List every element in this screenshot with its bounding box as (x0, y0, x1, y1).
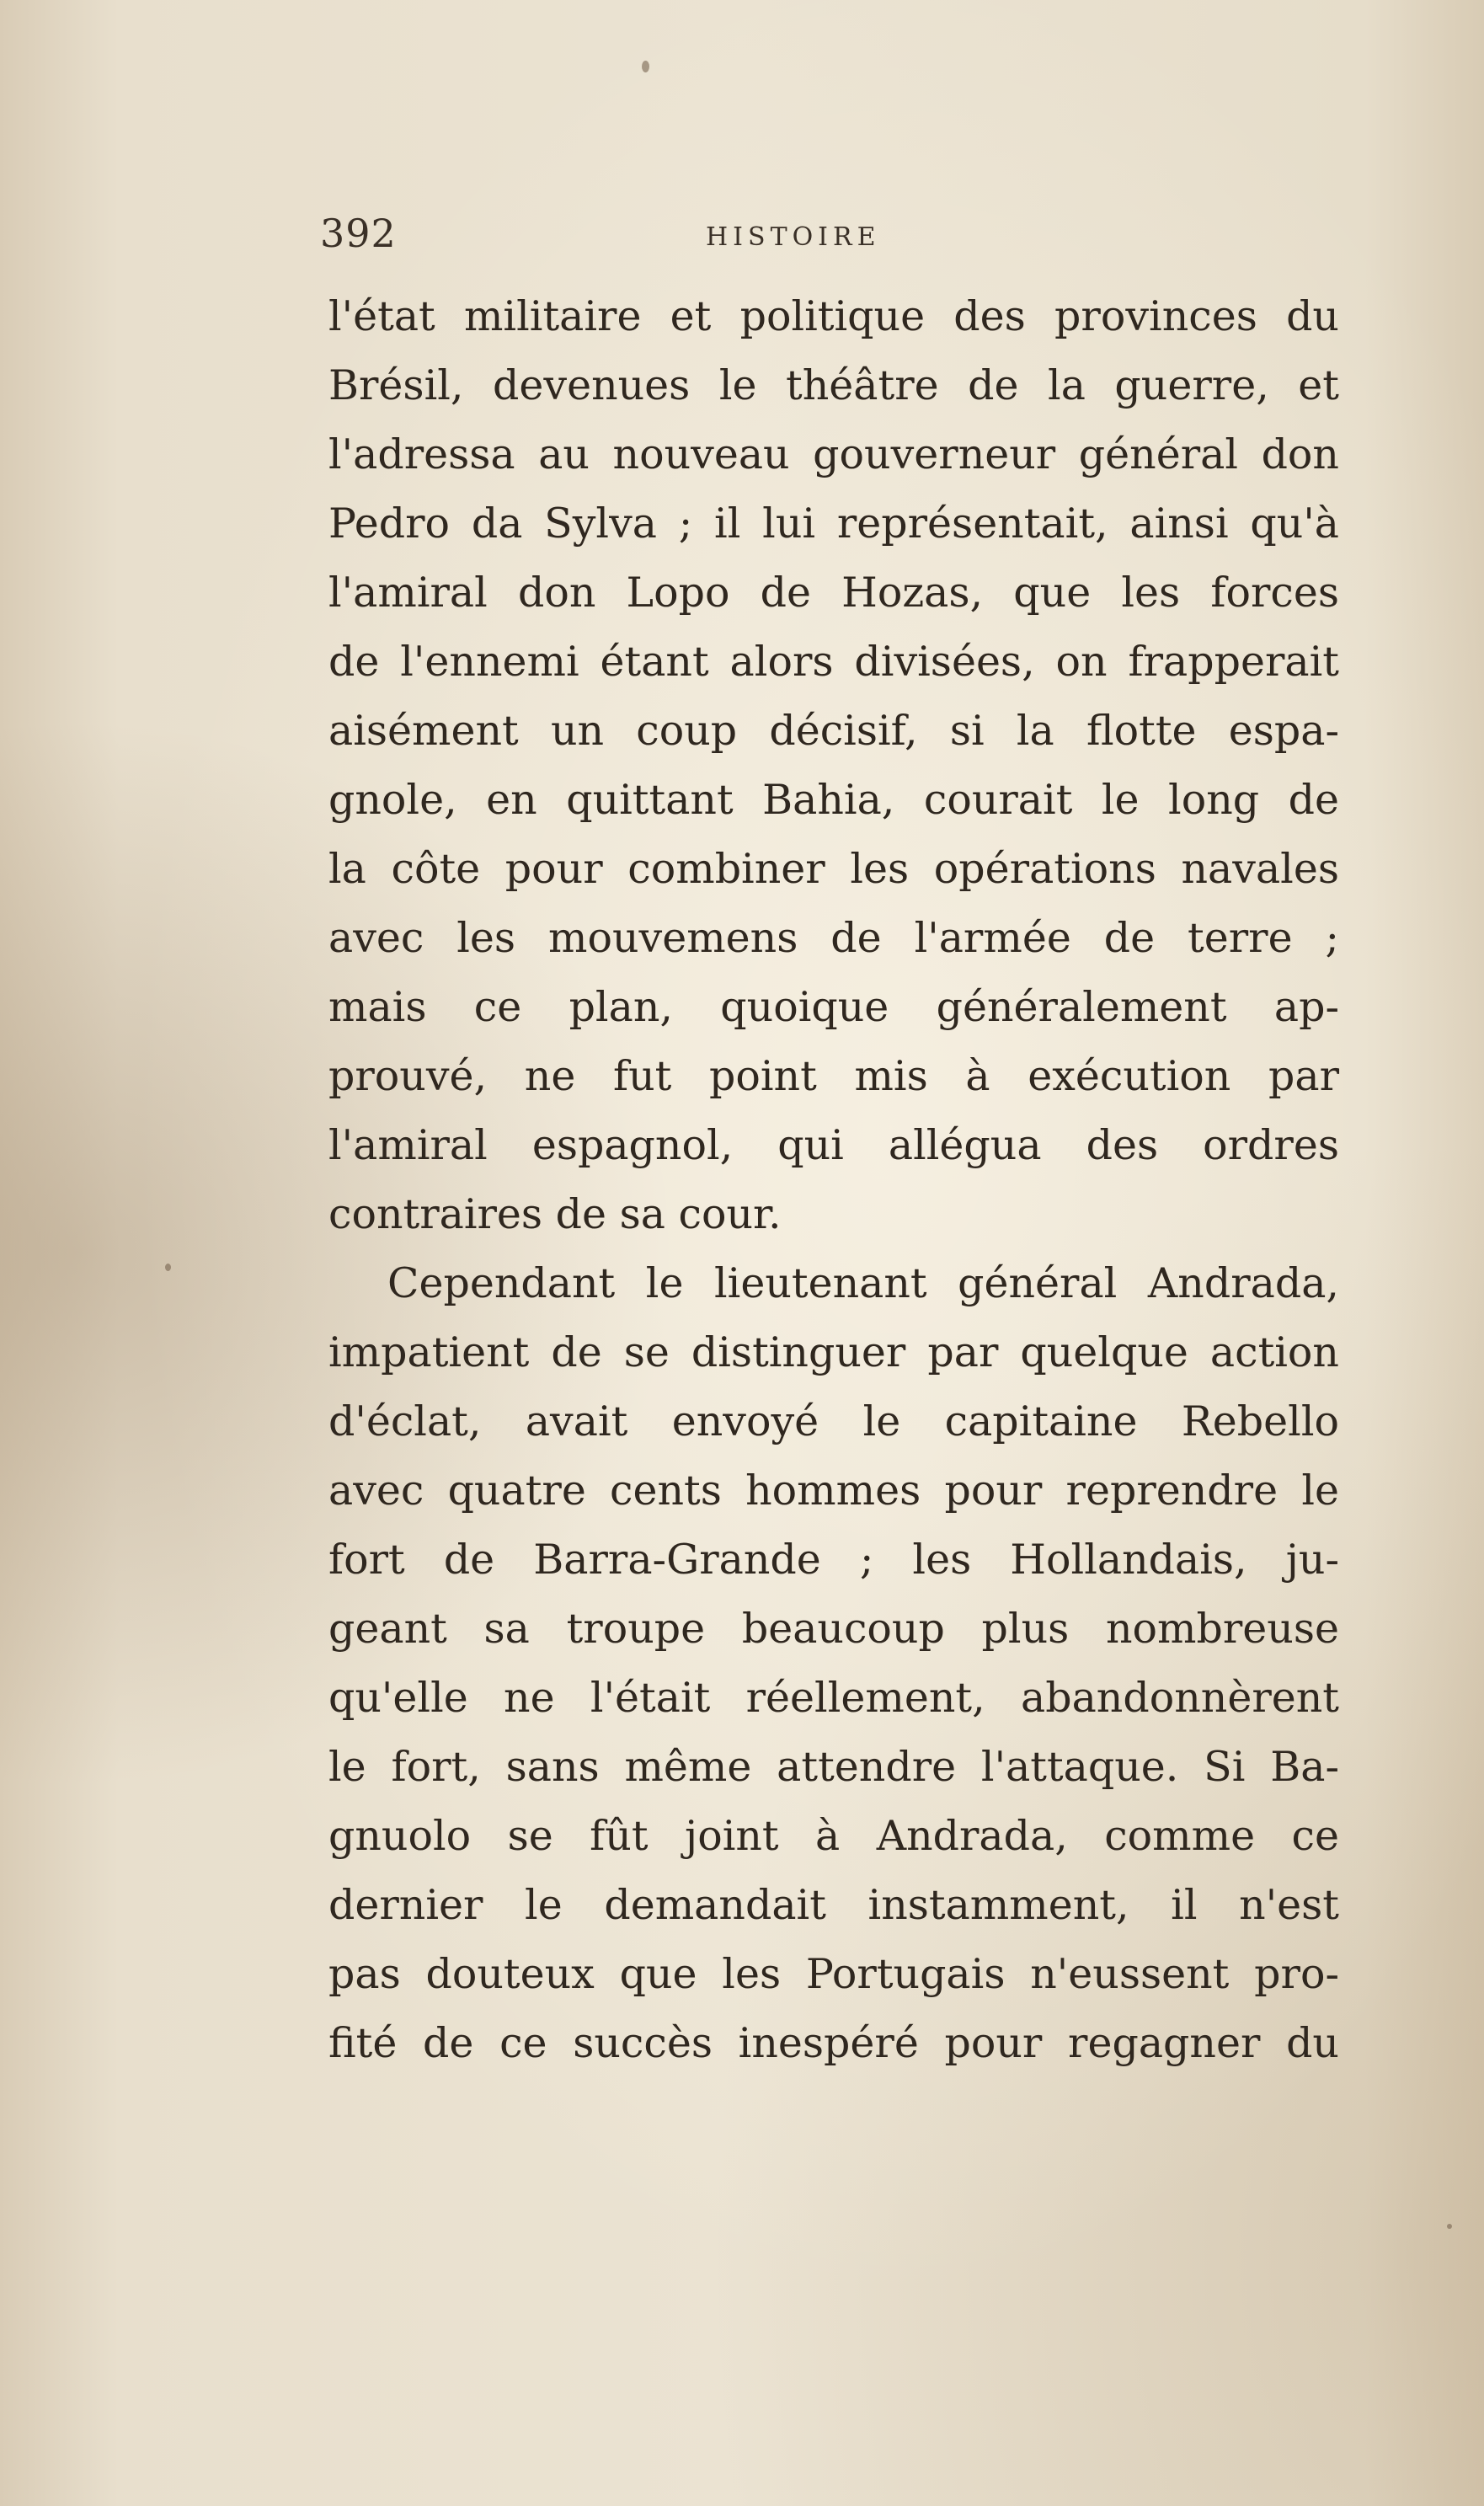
text-line: l'état militaire et politique des provinces du (328, 292, 1339, 340)
paragraph-start-line: Cependant le lieutenant général Andrada, (387, 1259, 1339, 1307)
text-line: Brésil, devenues le théâtre de la guerre, et (328, 361, 1339, 409)
running-head: HISTOIRE (706, 222, 881, 252)
paragraph-end-line: contraires de sa cour. (328, 1190, 782, 1238)
text-line: Pedro da Sylva ; il lui représentait, ainsi qu'à (328, 500, 1339, 548)
body-text (328, 282, 1339, 2078)
text-line: dernier le demandait instamment, il n'est (328, 1881, 1339, 1929)
page-number: 392 (320, 211, 397, 256)
text-line: pas douteux que les Portugais n'eussent pro- (328, 1950, 1339, 1998)
page-header (320, 211, 1339, 270)
text-line: de l'ennemi étant alors divisées, on frapperait (328, 638, 1339, 686)
text-line: qu'elle ne l'était réellement, abandonnèrent (328, 1674, 1339, 1722)
text-line: mais ce plan, quoique généralement ap- (328, 983, 1339, 1031)
text-line: prouvé, ne fut point mis à exécution par (328, 1052, 1339, 1100)
text-line: avec quatre cents hommes pour reprendre le (328, 1467, 1339, 1515)
ink-speck (165, 1264, 171, 1271)
text-line: d'éclat, avait envoyé le capitaine Rebello (328, 1397, 1339, 1445)
text-line: l'amiral espagnol, qui allégua des ordres (328, 1121, 1339, 1169)
text-line: aisément un coup décisif, si la flotte espa- (328, 707, 1339, 755)
text-line: fité de ce succès inespéré pour regagner du (328, 2019, 1339, 2067)
text-line: la côte pour combiner les opérations navales (328, 845, 1339, 893)
text-line: impatient de se distinguer par quelque action (328, 1328, 1339, 1376)
text-line: fort de Barra-Grande ; les Hollandais, ju- (328, 1536, 1339, 1584)
text-line: avec les mouvemens de l'armée de terre ; (328, 914, 1339, 962)
text-line: geant sa troupe beaucoup plus nombreuse (328, 1605, 1339, 1653)
text-line: gnole, en quittant Bahia, courait le long de (328, 776, 1339, 824)
text-line: l'amiral don Lopo de Hozas, que les forces (328, 569, 1339, 617)
text-line: le fort, sans même attendre l'attaque. Si Ba- (328, 1743, 1339, 1791)
text-line: gnuolo se fût joint à Andrada, comme ce (328, 1812, 1339, 1860)
ink-speck (1447, 2224, 1452, 2229)
ink-speck (642, 61, 649, 72)
text-line: l'adressa au nouveau gouverneur général don (328, 430, 1339, 478)
